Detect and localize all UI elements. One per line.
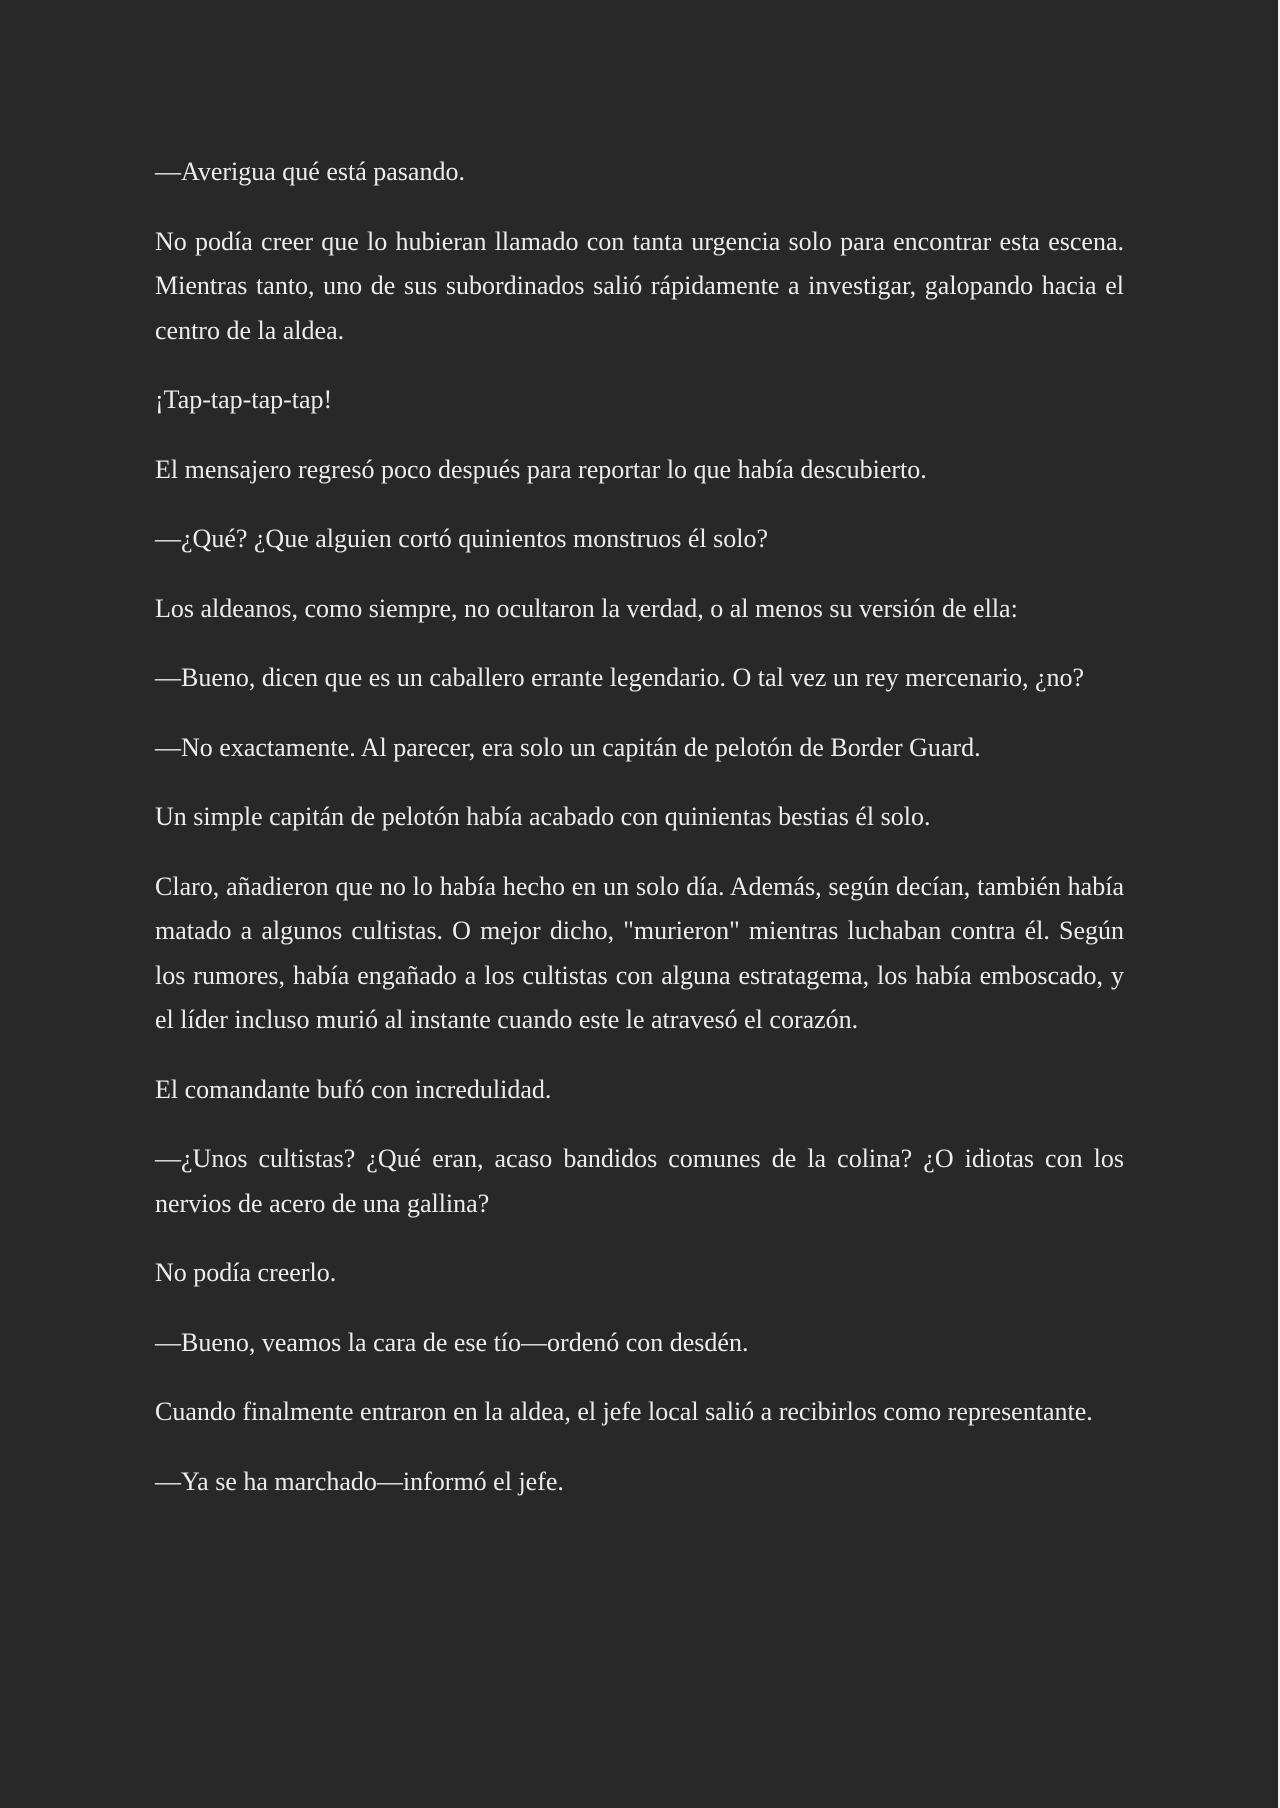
- paragraph: —No exactamente. Al parecer, era solo un capitán de pelotón de Border Guard.: [155, 732, 981, 762]
- paragraph: Los aldeanos, como siempre, no ocultaron la verdad, o al menos su versión de ella:: [155, 593, 1018, 623]
- paragraph: —Ya se ha marchado—informó el jefe.: [155, 1466, 564, 1496]
- paragraph: No podía creer que lo hubieran llamado con tanta urgencia solo para encontrar esta escena. Mientras tanto, uno de sus subordinados salió rápidamente a investigar, galopando hacia el centro de la aldea.: [155, 226, 1124, 345]
- paragraph: —¿Unos cultistas? ¿Qué eran, acaso bandidos comunes de la colina? ¿O idiotas con los nervios de acero de una gallina?: [155, 1144, 1124, 1218]
- paragraph: El comandante bufó con incredulidad.: [155, 1074, 552, 1104]
- paragraph: Cuando finalmente entraron en la aldea, el jefe local salió a recibirlos como representante.: [155, 1397, 1093, 1426]
- paragraph: —Bueno, dicen que es un caballero errante legendario. O tal vez un rey mercenario, ¿no?: [155, 663, 1085, 692]
- paragraph: El mensajero regresó poco después para reportar lo que había descubierto.: [155, 454, 927, 484]
- paragraph: ¡Tap-tap-tap-tap!: [155, 385, 333, 414]
- paragraph: No podía creerlo.: [155, 1258, 337, 1287]
- paragraph: —¿Qué? ¿Que alguien cortó quinientos monstruos él solo?: [155, 524, 769, 553]
- paragraph: —Averigua qué está pasando.: [155, 157, 465, 186]
- reading-page: [155, 150, 1124, 1529]
- paragraph: Claro, añadieron que no lo había hecho en un solo día. Además, según decían, también había matado a algunos cultistas. O mejor dicho, "murieron" mientras luchaban contra él. Según los rumores, había engañado a los cultistas con alguna estratagema, los había emboscado, y el líder incluso murió al instante cuando este le atravesó el corazón.: [155, 871, 1124, 1034]
- paragraph: Un simple capitán de pelotón había acabado con quinientas bestias él solo.: [155, 802, 931, 831]
- paragraph: —Bueno, veamos la cara de ese tío—ordenó con desdén.: [155, 1327, 749, 1357]
